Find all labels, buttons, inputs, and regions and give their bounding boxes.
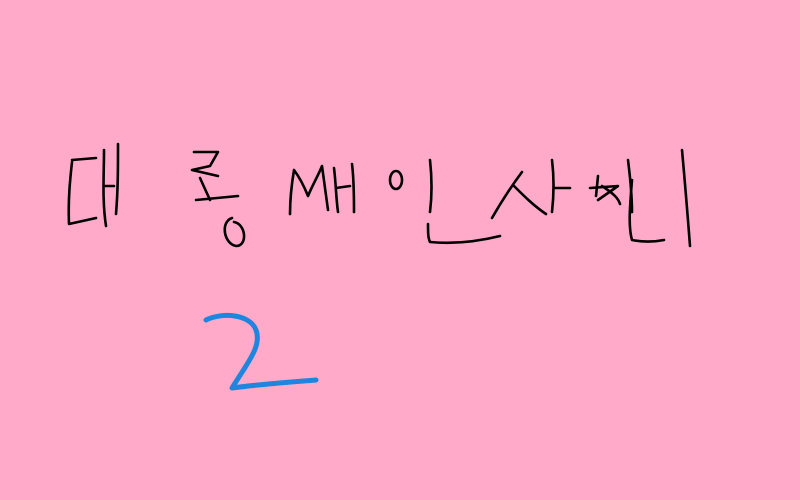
handwritten-mark bbox=[596, 176, 598, 196]
handwritten-syllable-5 bbox=[492, 160, 570, 218]
handwritten-syllable-6 bbox=[590, 150, 690, 246]
handwritten-syllable-4 bbox=[390, 160, 500, 243]
handwritten-syllable-1 bbox=[69, 144, 118, 226]
handwritten-title bbox=[69, 144, 690, 246]
handwritten-syllable-2 bbox=[192, 152, 244, 246]
handwritten-number-two bbox=[206, 315, 316, 388]
handwritten-syllable-3 bbox=[290, 164, 354, 214]
